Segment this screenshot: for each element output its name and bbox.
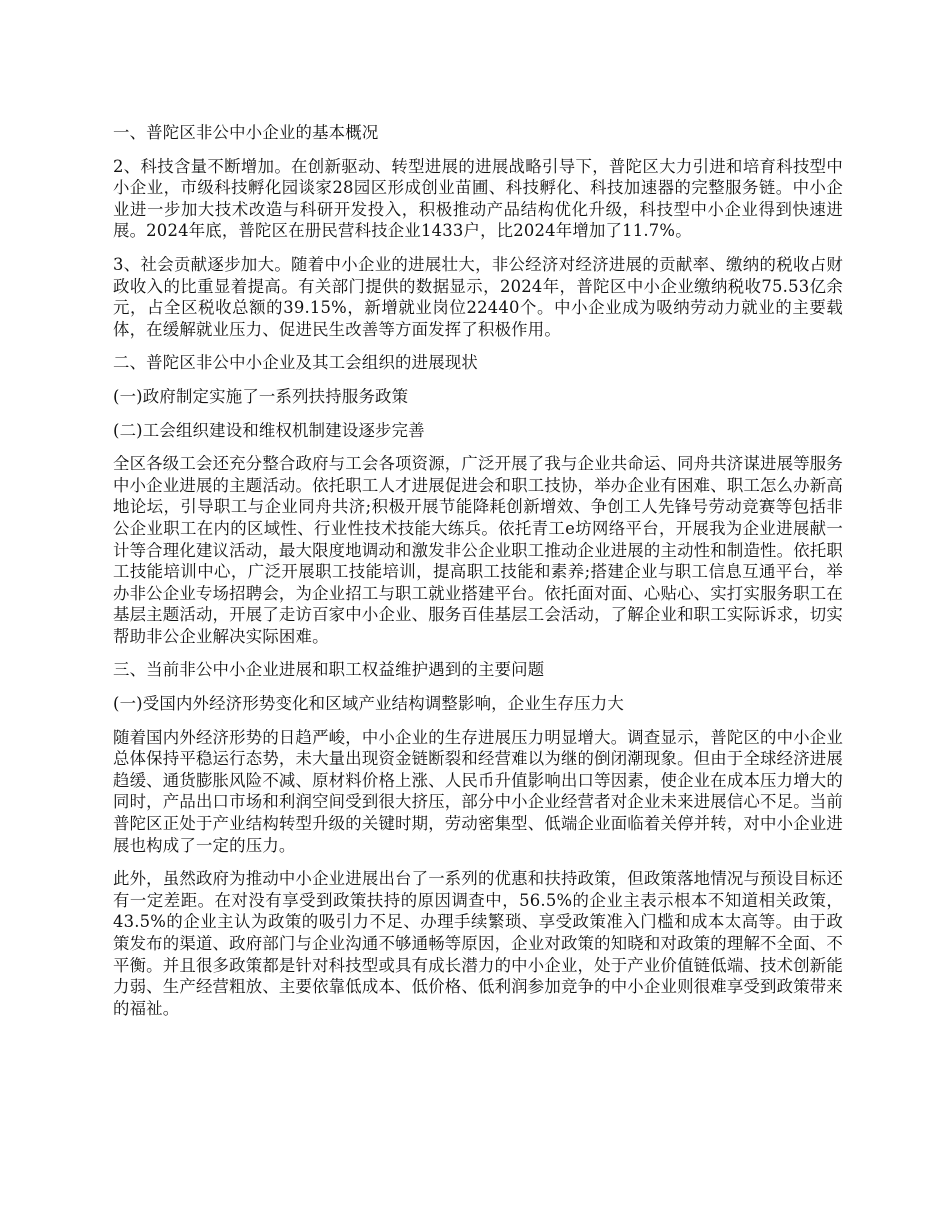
section-heading-problems: 三、当前非公中小企业进展和职工权益维护遇到的主要问题 (113, 660, 545, 680)
paragraph-policy-gap: 此外，虽然政府为推动中小企业进展出台了一系列的优惠和扶持政策，但政策落地情况与预设目标还有一定差距。在对没有享受到政策扶持的原因调查中，56.5%的企业主表示根本不知道相关政策，43.5%的企业主认为政策的吸引力不足、办理手续繁琐、享受政策准入门槛和成本太高等。由于政策发布的渠道、政府部门与企业沟通不够通畅等原因，企业对政策的知晓和对政策的理解不全面、不平衡。并且很多政策都是针对科技型或具有成长潜力的中小企业，处于产业价值链低端、技术创新能力弱、生产经营粗放、主要依靠低成本、低价格、低利润参加竞争的中小企业则很难享受到政策带来的福祉。 (113, 869, 843, 1018)
subheading-economic-pressure: (一)受国内外经济形势变化和区域产业结构调整影响，企业生存压力大 (113, 694, 624, 714)
document-page (113, 122, 843, 1031)
paragraph-social-contribution: 3、社会贡献逐步加大。随着中小企业的进展壮大，非公经济对经济进展的贡献率、缴纳的税收占财政收入的比重显着提高。有关部门提供的数据显示，2024年，普陀区中小企业缴纳税收75.53亿余元，占全区税收总额的39.15%，新增就业岗位22440个。中小企业成为吸纳劳动力就业的主要载体，在缓解就业压力、促进民生改善等方面发挥了积极作用。 (113, 254, 843, 339)
section-heading-status: 二、普陀区非公中小企业及其工会组织的进展现状 (113, 353, 478, 373)
section-heading-overview: 一、普陀区非公中小企业的基本概况 (113, 123, 379, 142)
paragraph-economic-situation: 随着国内外经济形势的日趋严峻，中小企业的生存进展压力明显增大。调查显示，普陀区的中小企业总体保持平稳运行态势，未大量出现资金链断裂和经营难以为继的倒闭潮现象。但由于全球经济进展趋缓、通货膨胀风险不减、原材料价格上涨、人民币升值影响出口等因素，使企业在成本压力增大的同时，产品出口市场和利润空间受到很大挤压，部分中小企业经营者对企业未来进展信心不足。当前普陀区正处于产业结构转型升级的关键时期，劳动密集型、低端企业面临着关停并转，对中小企业进展也构成了一定的压力。 (113, 727, 843, 855)
subheading-union-organization: (二)工会组织建设和维权机制建设逐步完善 (113, 420, 425, 440)
paragraph-union-activities: 全区各级工会还充分整合政府与工会各项资源，广泛开展了我与企业共命运、同舟共济谋进展等服务中小企业进展的主题活动。依托职工人才进展促进会和职工技协，举办企业有困难、职工怎么办新高地论坛，引导职工与企业同舟共济;积极开展节能降耗创新增效、争创工人先锋号劳动竞赛等包括非公企业职工在内的区域性、行业性技术技能大练兵。依托青工e坊网络平台，开展我为企业进展献一计等合理化建议活动，最大限度地调动和激发非公企业职工推动企业进展的主动性和制造性。依托职工技能培训中心，广泛开展职工技能培训，提高职工技能和素养;搭建企业与职工信息互通平台，举办非公企业专场招聘会，为企业招工与职工就业搭建平台。依托面对面、心贴心、实打实服务职工在基层主题活动，开展了走访百家中小企业、服务百佳基层工会活动，了解企业和职工实际诉求，切实帮助非公企业解决实际困难。 (113, 454, 843, 646)
subheading-government-policy: (一)政府制定实施了一系列扶持服务政策 (113, 386, 409, 406)
paragraph-tech-content: 2、科技含量不断增加。在创新驱动、转型进展的进展战略引导下，普陀区大力引进和培育科技型中小企业，市级科技孵化园谈家28园区形成创业苗圃、科技孵化、科技加速器的完整服务链。中小企业进一步加大技术改造与科研开发投入，积极推动产品结构优化升级，科技型中小企业得到快速进展。2024年底，普陀区在册民营科技企业1433户，比2024年增加了11.7%。 (113, 156, 843, 241)
